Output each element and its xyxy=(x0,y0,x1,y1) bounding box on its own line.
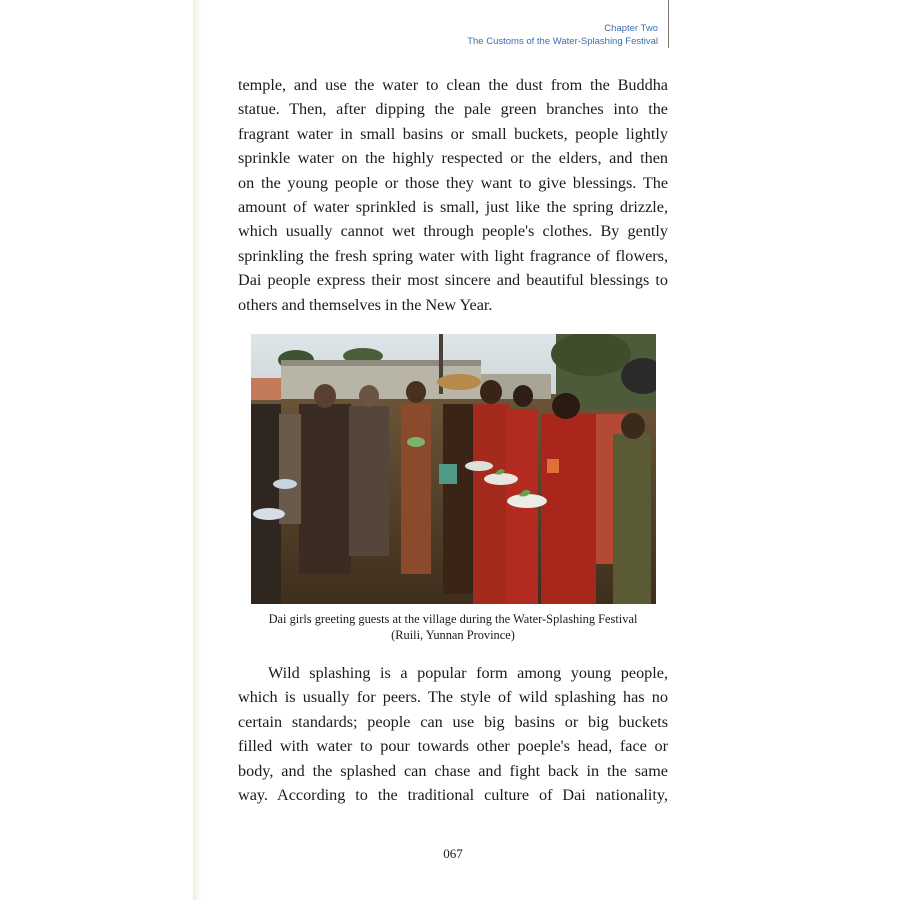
festival-photo-illustration xyxy=(251,334,656,604)
figure-caption xyxy=(238,611,668,643)
running-head xyxy=(467,22,658,48)
figure-caption-line-2: (Ruili, Yunnan Province) xyxy=(391,628,515,642)
paragraph-2-line: Wild splashing is a popular form among young people, xyxy=(268,664,668,682)
paragraph-1-line: Dai people express their most sincere and beautiful blessings to xyxy=(238,271,668,290)
paragraph-1-line: sprinkling the fresh spring water with light fragrance of flowers, xyxy=(238,246,668,265)
paragraph-2-line: which is usually for peers. The style of wild splashing has no xyxy=(238,688,668,707)
paragraph-1-line: others and themselves in the New Year. xyxy=(238,295,493,314)
running-head-title: The Customs of the Water-Splashing Festival xyxy=(467,36,658,47)
paragraph-2 xyxy=(238,661,668,807)
page-number: 067 xyxy=(443,846,463,861)
paragraph-1-line: fragrant water in small basins or small buckets, people lightly xyxy=(238,124,668,143)
paragraph-2-line: certain standards; people can use big basins or big buckets xyxy=(238,712,668,731)
page-gutter-shadow xyxy=(193,0,201,900)
figure-caption-line-1: Dai girls greeting guests at the village during the Water-Splashing Festival xyxy=(268,612,638,626)
paragraph-2-line: body, and the splashed can chase and fight back in the same xyxy=(238,761,668,780)
paragraph-1-line: amount of water sprinkled is small, just like the spring drizzle, xyxy=(238,198,668,217)
paragraph-1-line: sprinkle water on the highly respected or the elders, and then xyxy=(238,149,668,168)
paragraph-2-line: way. According to the traditional culture of Dai nationality, xyxy=(238,786,668,805)
paragraph-1-line: temple, and use the water to clean the dust from the Buddha xyxy=(238,76,668,94)
paragraph-1 xyxy=(238,73,668,317)
paragraph-1-line: on the young people or those they want to give blessings. The xyxy=(238,173,668,192)
paragraph-1-line: statue. Then, after dipping the pale green branches into the xyxy=(238,100,668,119)
header-rule xyxy=(668,0,669,48)
paragraph-1-line: which usually cannot wet through people's clothes. By gently xyxy=(238,222,668,241)
festival-photo xyxy=(251,334,656,604)
running-head-chapter: Chapter Two xyxy=(604,23,658,34)
paragraph-2-line: filled with water to pour towards other poeple's head, face or xyxy=(238,737,668,756)
